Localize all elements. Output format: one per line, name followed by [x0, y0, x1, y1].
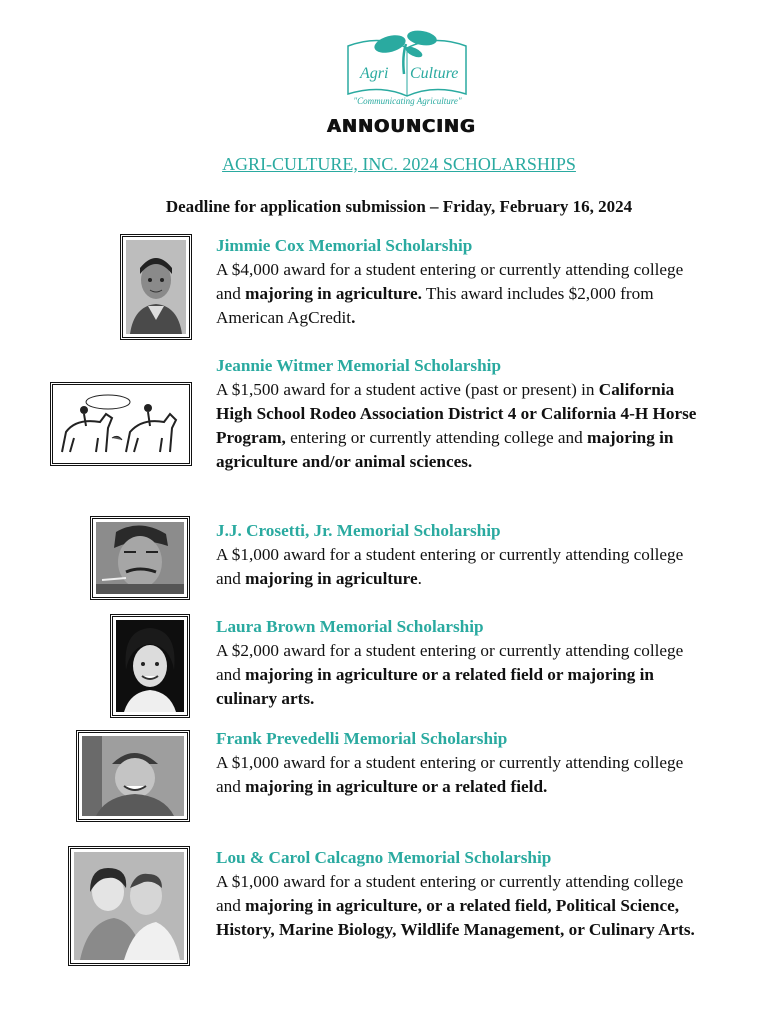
- scholarship-entry-calcagno: [216, 846, 706, 942]
- logo-brand-left: Agri: [360, 65, 389, 82]
- scholarship-description: A $2,000 award for a student entering or currently attending college and majoring in agriculture or a related field or majoring in culinary arts.: [216, 641, 684, 708]
- scholarship-name: Laura Brown Memorial Scholarship: [216, 617, 484, 636]
- scholarship-description: A $1,500 award for a student active (past or present) in California High School Rodeo Association District 4 or California 4-H Horse Program, entering or currently attending college and majoring in agriculture and/or animal sciences.: [216, 380, 697, 471]
- scholarship-description: A $1,000 award for a student entering or currently attending college and majoring in agriculture or a related field.: [216, 753, 684, 796]
- scholarship-name: Jimmie Cox Memorial Scholarship: [216, 236, 473, 255]
- scholarship-name: J.J. Crosetti, Jr. Memorial Scholarship: [216, 521, 501, 540]
- scholarship-description: A $1,000 award for a student entering or currently attending college and majoring in agriculture.: [216, 545, 684, 588]
- logo-tagline: "Communicating Agriculture": [353, 96, 462, 106]
- announcing-heading: ANNOUNCING: [326, 116, 476, 137]
- jeannie-witmer-rodeo-photo: [50, 382, 192, 466]
- scholarships-title: AGRI-CULTURE, INC. 2024 SCHOLARSHIPS: [222, 154, 576, 174]
- logo-brand-right: Culture: [410, 65, 459, 82]
- scholarship-description: A $1,000 award for a student entering or currently attending college and majoring in agriculture, or a related field, Political Science, History, Marine Biology, Wildlife Management, or Culinary Arts.: [216, 872, 695, 939]
- scholarship-entry-laura-brown: [216, 615, 706, 711]
- scholarship-name: Frank Prevedelli Memorial Scholarship: [216, 729, 508, 748]
- laura-brown-photo: [110, 614, 190, 718]
- scholarship-entry-jeannie-witmer: [216, 354, 706, 474]
- deadline-line: Deadline for application submission – Friday, February 16, 2024: [165, 197, 633, 216]
- scholarship-description: A $4,000 award for a student entering or currently attending college and majoring in agriculture. This award includes $2,000 from American AgCredit.: [216, 260, 684, 327]
- lou-carol-calcagno-photo: [68, 846, 190, 966]
- scholarship-entry-jimmie-cox: [216, 234, 706, 330]
- scholarship-name: Lou & Carol Calcagno Memorial Scholarship: [216, 848, 552, 867]
- scholarship-entry-frank-prevedelli: [216, 727, 706, 799]
- frank-prevedelli-photo: [76, 730, 190, 822]
- jimmie-cox-photo: [120, 234, 192, 340]
- scholarship-name: Jeannie Witmer Memorial Scholarship: [216, 356, 502, 375]
- scholarship-entry-jj-crosetti: [216, 519, 706, 591]
- jj-crosetti-photo: [90, 516, 190, 600]
